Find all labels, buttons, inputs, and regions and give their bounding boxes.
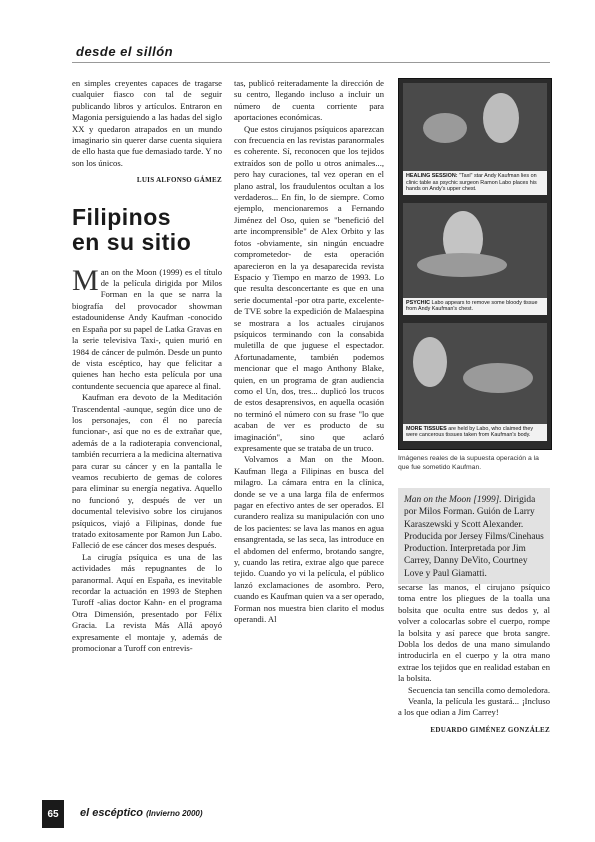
- previous-article-ending: en simples creyentes capaces de tragarse cualquier fiasco con tal de seguir publicando libros y artículos. Entraron en Magonia persiguiendo a las hadas del siglo XX y quedaron atrapados en un mundo imaginario sin querer darse cuenta siquiera de ello hasta que fue demasiado tarde. Y no son los únicos.: [72, 78, 222, 168]
- article-headline: [72, 205, 222, 255]
- article-paragraph: tas, publicó reiteradamente la dirección de su centro, llegando incluso a incluir un número de cuenta corriente para aportaciones económicas.: [234, 78, 384, 123]
- article-byline: EDUARDO GIMÉNEZ GONZÁLEZ: [430, 725, 550, 734]
- photo-caption-bold: HEALING SESSION:: [406, 173, 458, 180]
- article-paragraph: secarse las manos, el cirujano psíquico toma entre los pliegues de la toalla una bolsita que oculta entre sus dedos y, al volver a colocarlas sobre el cuerpo, rompe la bolsita y así parece que brota sangre. Dobla los dedos de una mano simulando introducirla en el cuerpo y la otra mano extrae los tejidos que en realidad estaban en la bolsita.: [398, 582, 550, 684]
- figure-shape: [423, 113, 467, 143]
- article-paragraph: Kaufman era devoto de la Meditación Trascendental -aunque, según dice uno de los personajes, con él no parecía funcionar-, así que no es de extrañar que, además de a la radioterapia convencional, también recurriera a la medicina alternativa para curar su cáncer y en la pantalla le veamos recubierto de gemas de colores para eliminar su energía negativa. Aquello no funcionó y, después de ver un documental televisivo sobre los cirujanos psíquicos, viajó a Filipinas, donde fue tratado exitosamente por Ramon Jun Labo. Falleció de ese cáncer dos meses después.: [72, 392, 222, 551]
- figure-shape: [463, 363, 533, 393]
- photo-caption-bold: MORE TISSUES: [406, 425, 447, 432]
- magazine-issue: (Invierno 2000): [146, 809, 203, 818]
- article-paragraph: Que estos cirujanos psíquicos aparezcan con frecuencia en las revistas paranormales es coherente. Sí, reconocen que los tejidos extraídos son de pollo u otros animales..., pero hay curaciones, tal vez operan en el plano astral, los fraudulentos ocultan a los verdaderos... En fin, lo de siempre. Como ejemplo, mencionaremos a Fernando Jiménez del Oso, quien se "benefició del arte incomprensible" de Alex Orbito y las fotos -obviamente, sin ningún encuadre comprometedor- de esta operación aparecieron en la ya desaparecida revista Espacio y Tiempo en marzo de 1993. Lo que resulta desconcertante es que en una serie documental -por otra parte, excelente- de TVE sobre la expedición de Malaespina se mostrara a los actuales cirujanos psíquicos terminando con la consabida muletilla de que juguese el espectador. Afortunadamente, también podemos mencionar que el mago Anthony Blake, quien, en un programa de gran audiencia como el Un, dos, tres... duplicó los trucos de estos desaprensivos, en aquella ocasión no terminó el número con su frase "lo que acaban de ver es producto de su imaginación", sino que aclaró expresamente que se trataba de un truco.: [234, 123, 384, 453]
- magazine-name: [80, 807, 203, 819]
- magazine-name-part: tico: [123, 807, 143, 819]
- film-info-box: [398, 488, 550, 584]
- photo-panel-more-tissues: [403, 323, 547, 441]
- previous-article-byline: LUIS ALFONSO GÁMEZ: [136, 176, 222, 185]
- magazine-name-part: p: [116, 807, 124, 819]
- photo-caption-text: are held by Labo, who claimed they were cancerous tissues taken from Kaufman's body.: [406, 425, 534, 439]
- figure-shape: [413, 337, 447, 387]
- surgery-photo-sequence: [398, 78, 552, 450]
- article-paragraph: Secuencia tan sencilla como demoledora.: [408, 684, 550, 695]
- photo-caption-text: "Taxi" star Andy Kaufman lies on clinic table as psychic surgeon Ramon Labo places his hands on Andy's upper chest.: [406, 173, 537, 193]
- headline-line-2: en su sitio: [72, 228, 192, 255]
- article-lead-paragraph: [72, 263, 222, 392]
- column-left: [72, 78, 222, 654]
- photo-caption: Imágenes reales de la supuesta operación a la que fue sometido Kaufman.: [398, 455, 539, 471]
- figure-shape: [483, 93, 519, 143]
- header-rule: [72, 62, 550, 63]
- section-title: desde el sillón: [76, 44, 174, 59]
- photo-panel-healing-session: [403, 83, 547, 195]
- drop-cap: M: [72, 263, 99, 297]
- figure-shape: [417, 253, 507, 277]
- article-paragraph: Volvamos a Man on the Moon. Kaufman llega a Filipinas en busca del milagro. La cámara entra en la clínica, donde se ve a una larga fila de enfermos pagar en efectivo antes de ser operados. El curandero realiza su manipulación con uno de los pacientes: se lava las manos en agua ensangrentada, se las seca, las introduce en el abdomen del enfermo, brotando sangre, y, cuando las retira, extrae algo que parece tejido. Cuando yo vi la película, el público lanzó exclamaciones de asombro. Pero, cuando es Kaufman quien va a ser operado, Forman nos muestra bien clarito el modus operandi. Al: [234, 454, 384, 625]
- photo-caption-strip: [403, 424, 547, 441]
- lead-text: an on the Moon (1999) es el título de la película dirigida por Milos Forman en la que se narra la biografía del provocador showman estadounidense Andy Kaufman -conocido en España por su papel de Latka Gravas en la serie televisiva Taxi-, quien murió en 1984 de cáncer de pulmón. Desde un punto de vista escéptico, hay que felicitar a quienes han hecho esta película por una contundente secuencia que aparece al final.: [72, 266, 222, 391]
- column-right: [398, 582, 550, 736]
- column-middle: [234, 78, 384, 626]
- photo-caption-text: Labo appears to remove some bloody tissue from Andy Kaufman's chest.: [406, 299, 538, 313]
- photo-caption-strip: [403, 298, 547, 315]
- film-title: Man on the Moon [1999].: [404, 495, 502, 505]
- article-paragraph: La cirugía psíquica es una de las actividades más repugnantes de lo paranormal. Aquí en España, es inevitable recordar la actuación en 1993 de Stephen Turoff -alias doctor Kahn- en el programa Otra Dimensión, presentado por Félix Gracia. La revista Más Allá apoyó expresamente el montaje y, además de promocionar a Turoff con entrevis-: [72, 551, 222, 654]
- headline-line-1: Filipinos: [72, 203, 172, 230]
- film-credits: Dirigida por Milos Forman. Guión de Larry Karaszewski y Scott Alexander. Producida por Jersey Films/Cinehaus Production. Interpretada por Jim Carrey, Danny DeVito, Courtney Love y Paul Giamatti.: [404, 495, 544, 579]
- photo-caption-bold: PSYCHIC: [406, 299, 430, 306]
- photo-panel-psychic: [403, 203, 547, 315]
- article-paragraph: Veanla, la película les gustará... ¡Incluso a los que odian a Jim Carrey!: [398, 696, 550, 718]
- photo-caption-strip: [403, 171, 547, 195]
- magazine-name-part: el escé: [80, 807, 117, 819]
- page-number: 65: [42, 800, 64, 828]
